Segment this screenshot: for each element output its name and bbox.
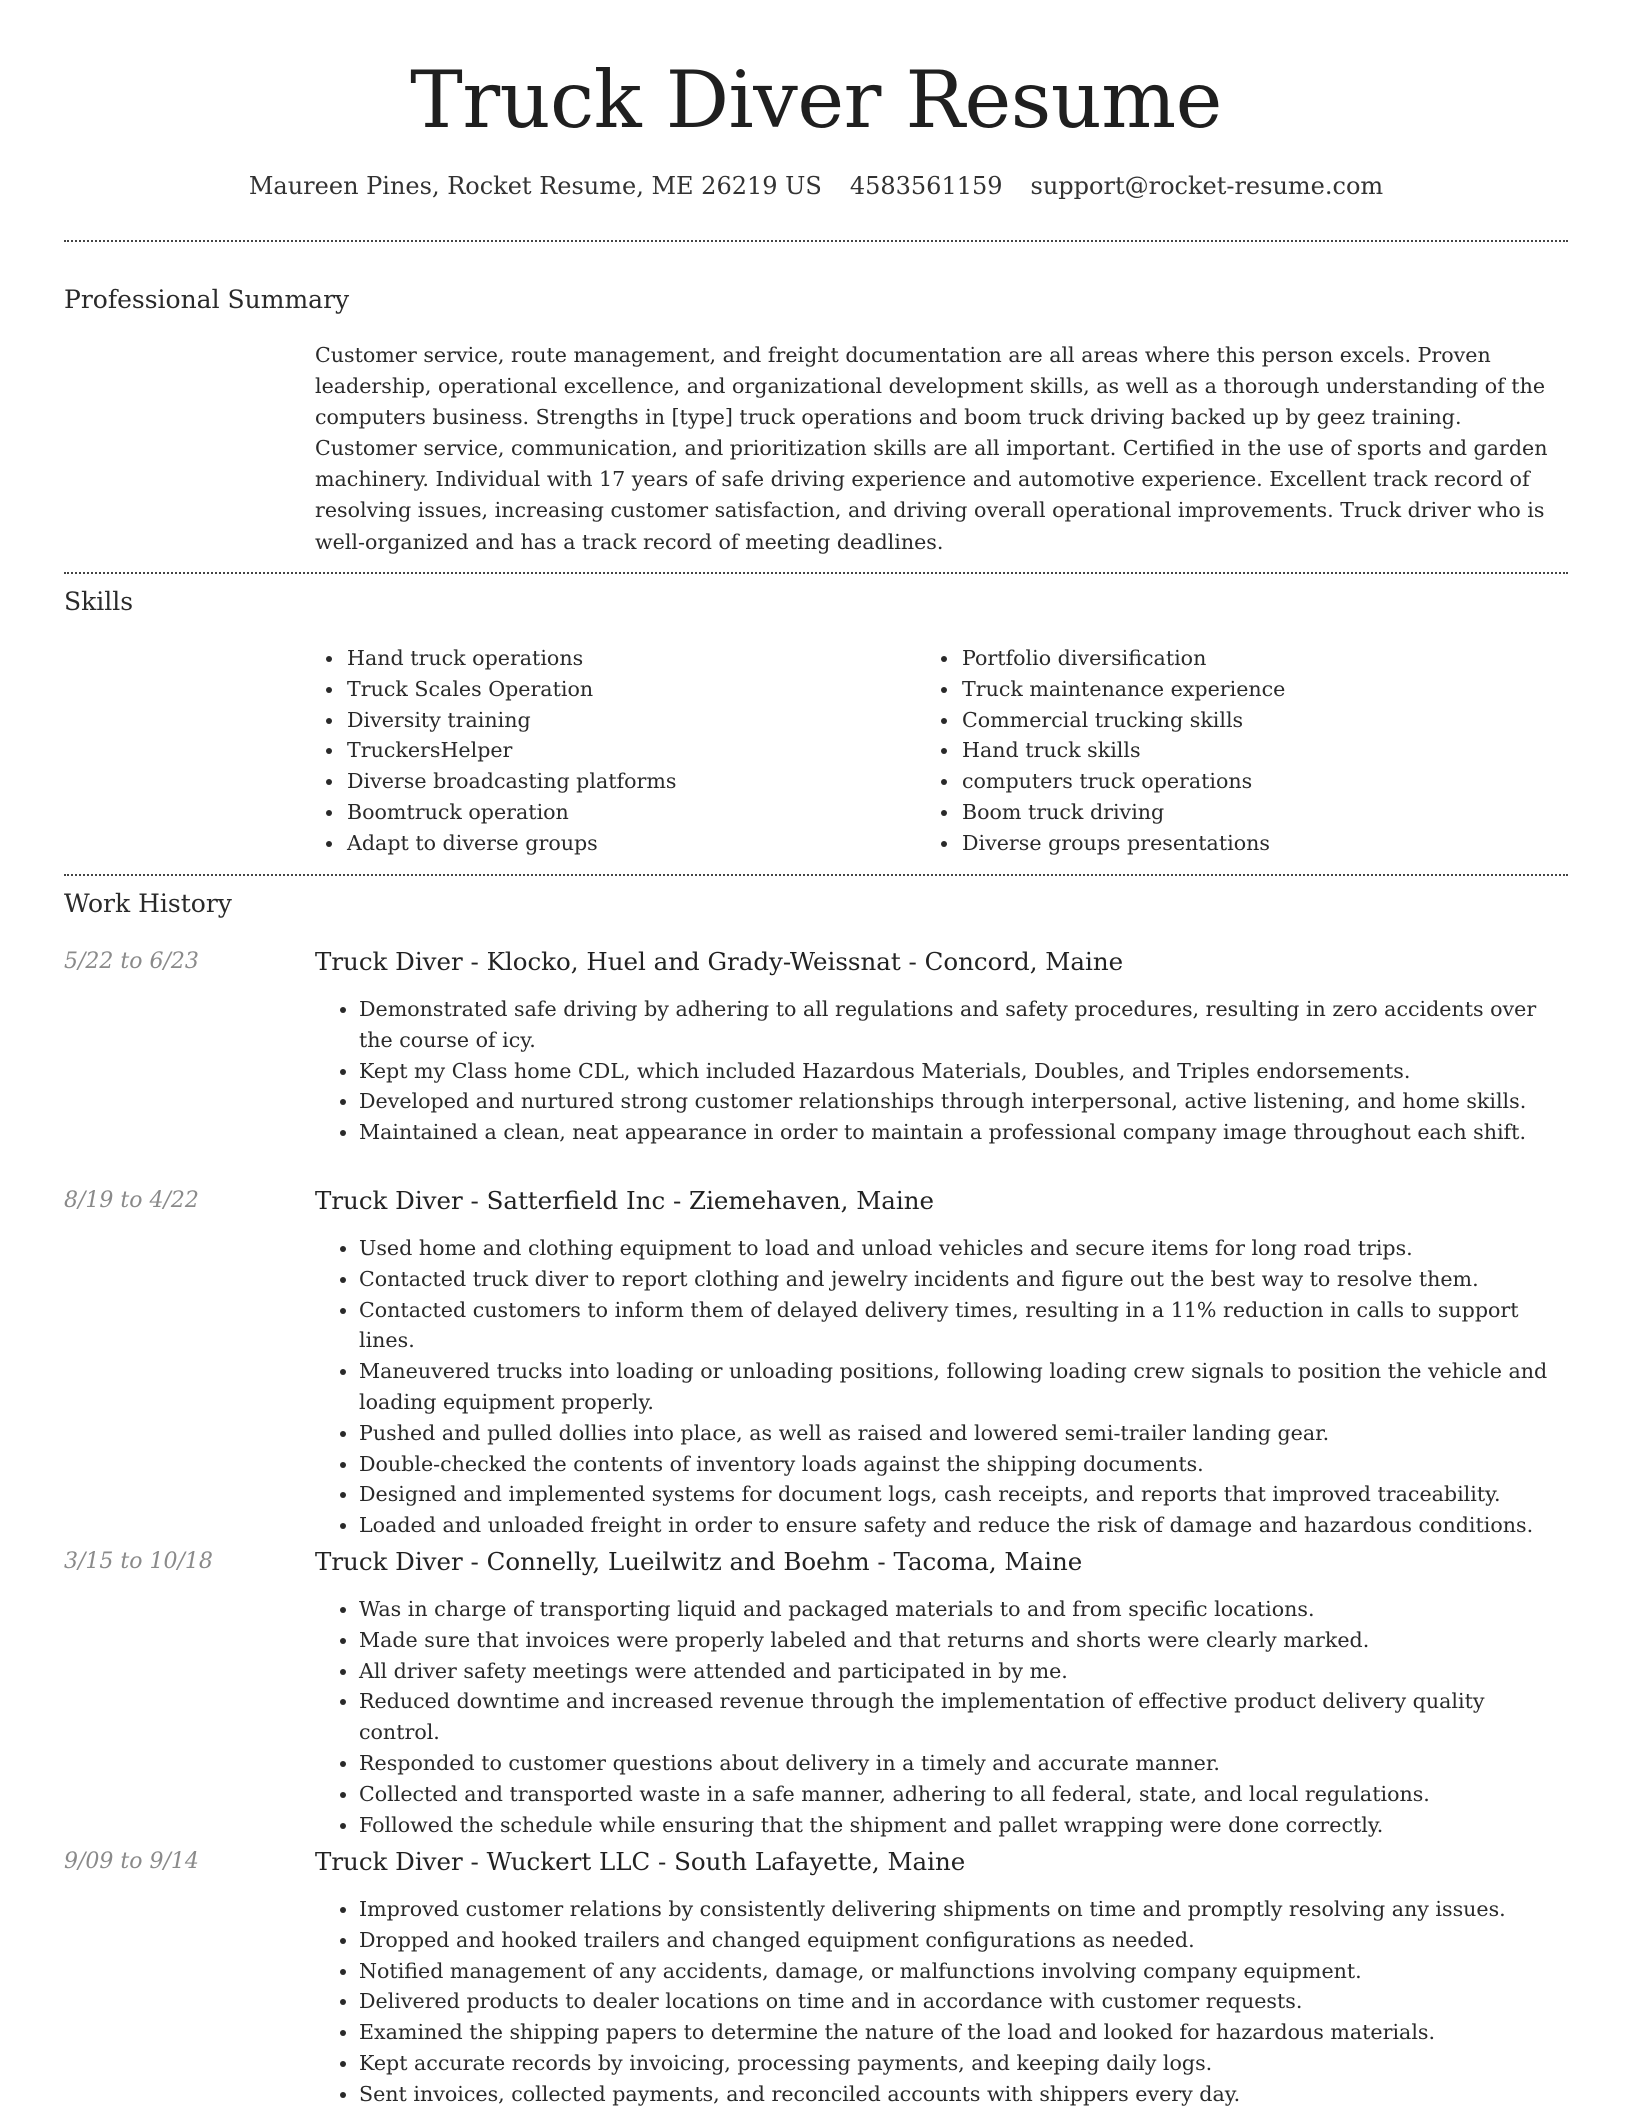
skill-item: • Portfolio diversification: [960, 643, 1285, 674]
skill-item: • Hand truck operations: [345, 643, 676, 674]
job-bullet: • Was in charge of transporting liquid and packaged materials to and from specific locations.: [359, 1594, 1568, 1625]
divider: [64, 240, 1568, 242]
skill-item: • Commercial trucking skills: [960, 705, 1285, 736]
job-dates: 3/15 to 10/18: [64, 1549, 213, 1574]
job-bullet: • Reduced downtime and increased revenue through the implementation of effective product delivery quality control.: [359, 1686, 1568, 1748]
resume-title: Truck Diver Resume: [410, 54, 1222, 146]
divider: [64, 874, 1568, 876]
job-bullet: • Followed the schedule while ensuring that the shipment and pallet wrapping were done correctly.: [359, 1810, 1568, 1841]
skill-item: • Truck maintenance experience: [960, 674, 1285, 705]
job-bullet: • Contacted truck diver to report clothing and jewelry incidents and figure out the best way to resolve them.: [359, 1264, 1568, 1295]
job-title: Truck Diver - Connelly, Lueilwitz and Boehm - Tacoma, Maine: [315, 1547, 1083, 1576]
job-bullet: • Made sure that invoices were properly labeled and that returns and shorts were clearly marked.: [359, 1625, 1568, 1656]
skill-item: • Diverse broadcasting platforms: [345, 766, 676, 797]
job-bullet: • Double-checked the contents of inventory loads against the shipping documents.: [359, 1449, 1568, 1480]
skill-item: • computers truck operations: [960, 766, 1285, 797]
job-bullet: • Collected and transported waste in a safe manner, adhering to all federal, state, and local regulations.: [359, 1779, 1568, 1810]
skill-item: • Adapt to diverse groups: [345, 828, 676, 859]
job-bullet: • Responded to customer questions about delivery in a timely and accurate manner.: [359, 1748, 1568, 1779]
contact-address: Maureen Pines, Rocket Resume, ME 26219 US: [248, 172, 822, 200]
job-bullet: • Demonstrated safe driving by adhering to all regulations and safety procedures, resulting in zero accidents over the course of icy.: [359, 994, 1568, 1056]
job-bullets: [315, 1233, 1568, 1541]
job-bullet: • Dropped and hooked trailers and changed equipment configurations as needed.: [359, 1925, 1568, 1956]
job-bullet: • Designed and implemented systems for document logs, cash receipts, and reports that improved traceability.: [359, 1479, 1568, 1510]
job-bullet: • Developed and nurtured strong customer relationships through interpersonal, active listening, and home skills.: [359, 1086, 1568, 1117]
skill-item: • Diversity training: [345, 705, 676, 736]
job-bullets: [315, 994, 1568, 1148]
contact-email: support@rocket-resume.com: [1030, 172, 1384, 200]
skills-heading: Skills: [64, 587, 134, 616]
job-title: Truck Diver - Klocko, Huel and Grady-Weissnat - Concord, Maine: [315, 947, 1124, 976]
job-bullets: [315, 1594, 1568, 1840]
job-bullet: • Maintained a clean, neat appearance in order to maintain a professional company image throughout each shift.: [359, 1117, 1568, 1148]
job-bullet: • Sent invoices, collected payments, and reconciled accounts with shippers every day.: [359, 2079, 1568, 2110]
contact-line: [64, 170, 1568, 202]
skill-item: • Truck Scales Operation: [345, 674, 676, 705]
job-bullets: [315, 1894, 1568, 2110]
skill-item: • Hand truck skills: [960, 735, 1285, 766]
job-title: Truck Diver - Wuckert LLC - South Lafayette, Maine: [315, 1847, 966, 1876]
divider: [64, 572, 1568, 574]
contact-phone: 4583561159: [849, 172, 1003, 200]
skills-list-right: [930, 643, 1285, 859]
skill-item: • TruckersHelper: [345, 735, 676, 766]
work-history-heading: Work History: [64, 889, 232, 918]
job-bullet: • Kept accurate records by invoicing, processing payments, and keeping daily logs.: [359, 2048, 1568, 2079]
job-bullet: • Kept my Class home CDL, which included Hazardous Materials, Doubles, and Triples endorsements.: [359, 1056, 1568, 1087]
skill-item: • Boom truck driving: [960, 797, 1285, 828]
job-bullet: • Maneuvered trucks into loading or unloading positions, following loading crew signals to position the vehicle and loading equipment properly.: [359, 1356, 1568, 1418]
job-bullet: • Delivered products to dealer locations on time and in accordance with customer requests.: [359, 1986, 1568, 2017]
job-bullet: • Pushed and pulled dollies into place, as well as raised and lowered semi-trailer landing gear.: [359, 1418, 1568, 1449]
job-bullet: • Notified management of any accidents, damage, or malfunctions involving company equipment.: [359, 1956, 1568, 1987]
job-dates: 9/09 to 9/14: [64, 1849, 199, 1874]
job-bullet: • Contacted customers to inform them of delayed delivery times, resulting in a 11% reduction in calls to support lines.: [359, 1295, 1568, 1357]
summary-text: Customer service, route management, and freight documentation are all areas where this person excels. Proven leadership, operational excellence, and organizational development skills, as well as a thorough understanding of the computers business. Strengths in [type] truck operations and boom truck driving backed up by geez training. Customer service, communication, and prioritization skills are all important. Certified in the use of sports and garden machinery. Individual with 17 years of safe driving experience and automotive experience. Excellent track record of resolving issues, increasing customer satisfaction, and driving overall operational improvements. Truck driver who is well-organized and has a track record of meeting deadlines.: [315, 343, 1548, 554]
skills-list-left: [315, 643, 676, 859]
job-bullet: • Improved customer relations by consistently delivering shipments on time and promptly resolving any issues.: [359, 1894, 1568, 1925]
summary-heading: Professional Summary: [64, 285, 350, 314]
job-bullet: • All driver safety meetings were attended and participated in by me.: [359, 1656, 1568, 1687]
skill-item: • Boomtruck operation: [345, 797, 676, 828]
job-bullet: • Loaded and unloaded freight in order to ensure safety and reduce the risk of damage and hazardous conditions.: [359, 1510, 1568, 1541]
job-title: Truck Diver - Satterfield Inc - Ziemehaven, Maine: [315, 1186, 935, 1215]
job-dates: 8/19 to 4/22: [64, 1188, 199, 1213]
skill-item: • Diverse groups presentations: [960, 828, 1285, 859]
job-bullet: • Used home and clothing equipment to load and unload vehicles and secure items for long road trips.: [359, 1233, 1568, 1264]
job-bullet: • Examined the shipping papers to determine the nature of the load and looked for hazardous materials.: [359, 2017, 1568, 2048]
job-dates: 5/22 to 6/23: [64, 949, 199, 974]
